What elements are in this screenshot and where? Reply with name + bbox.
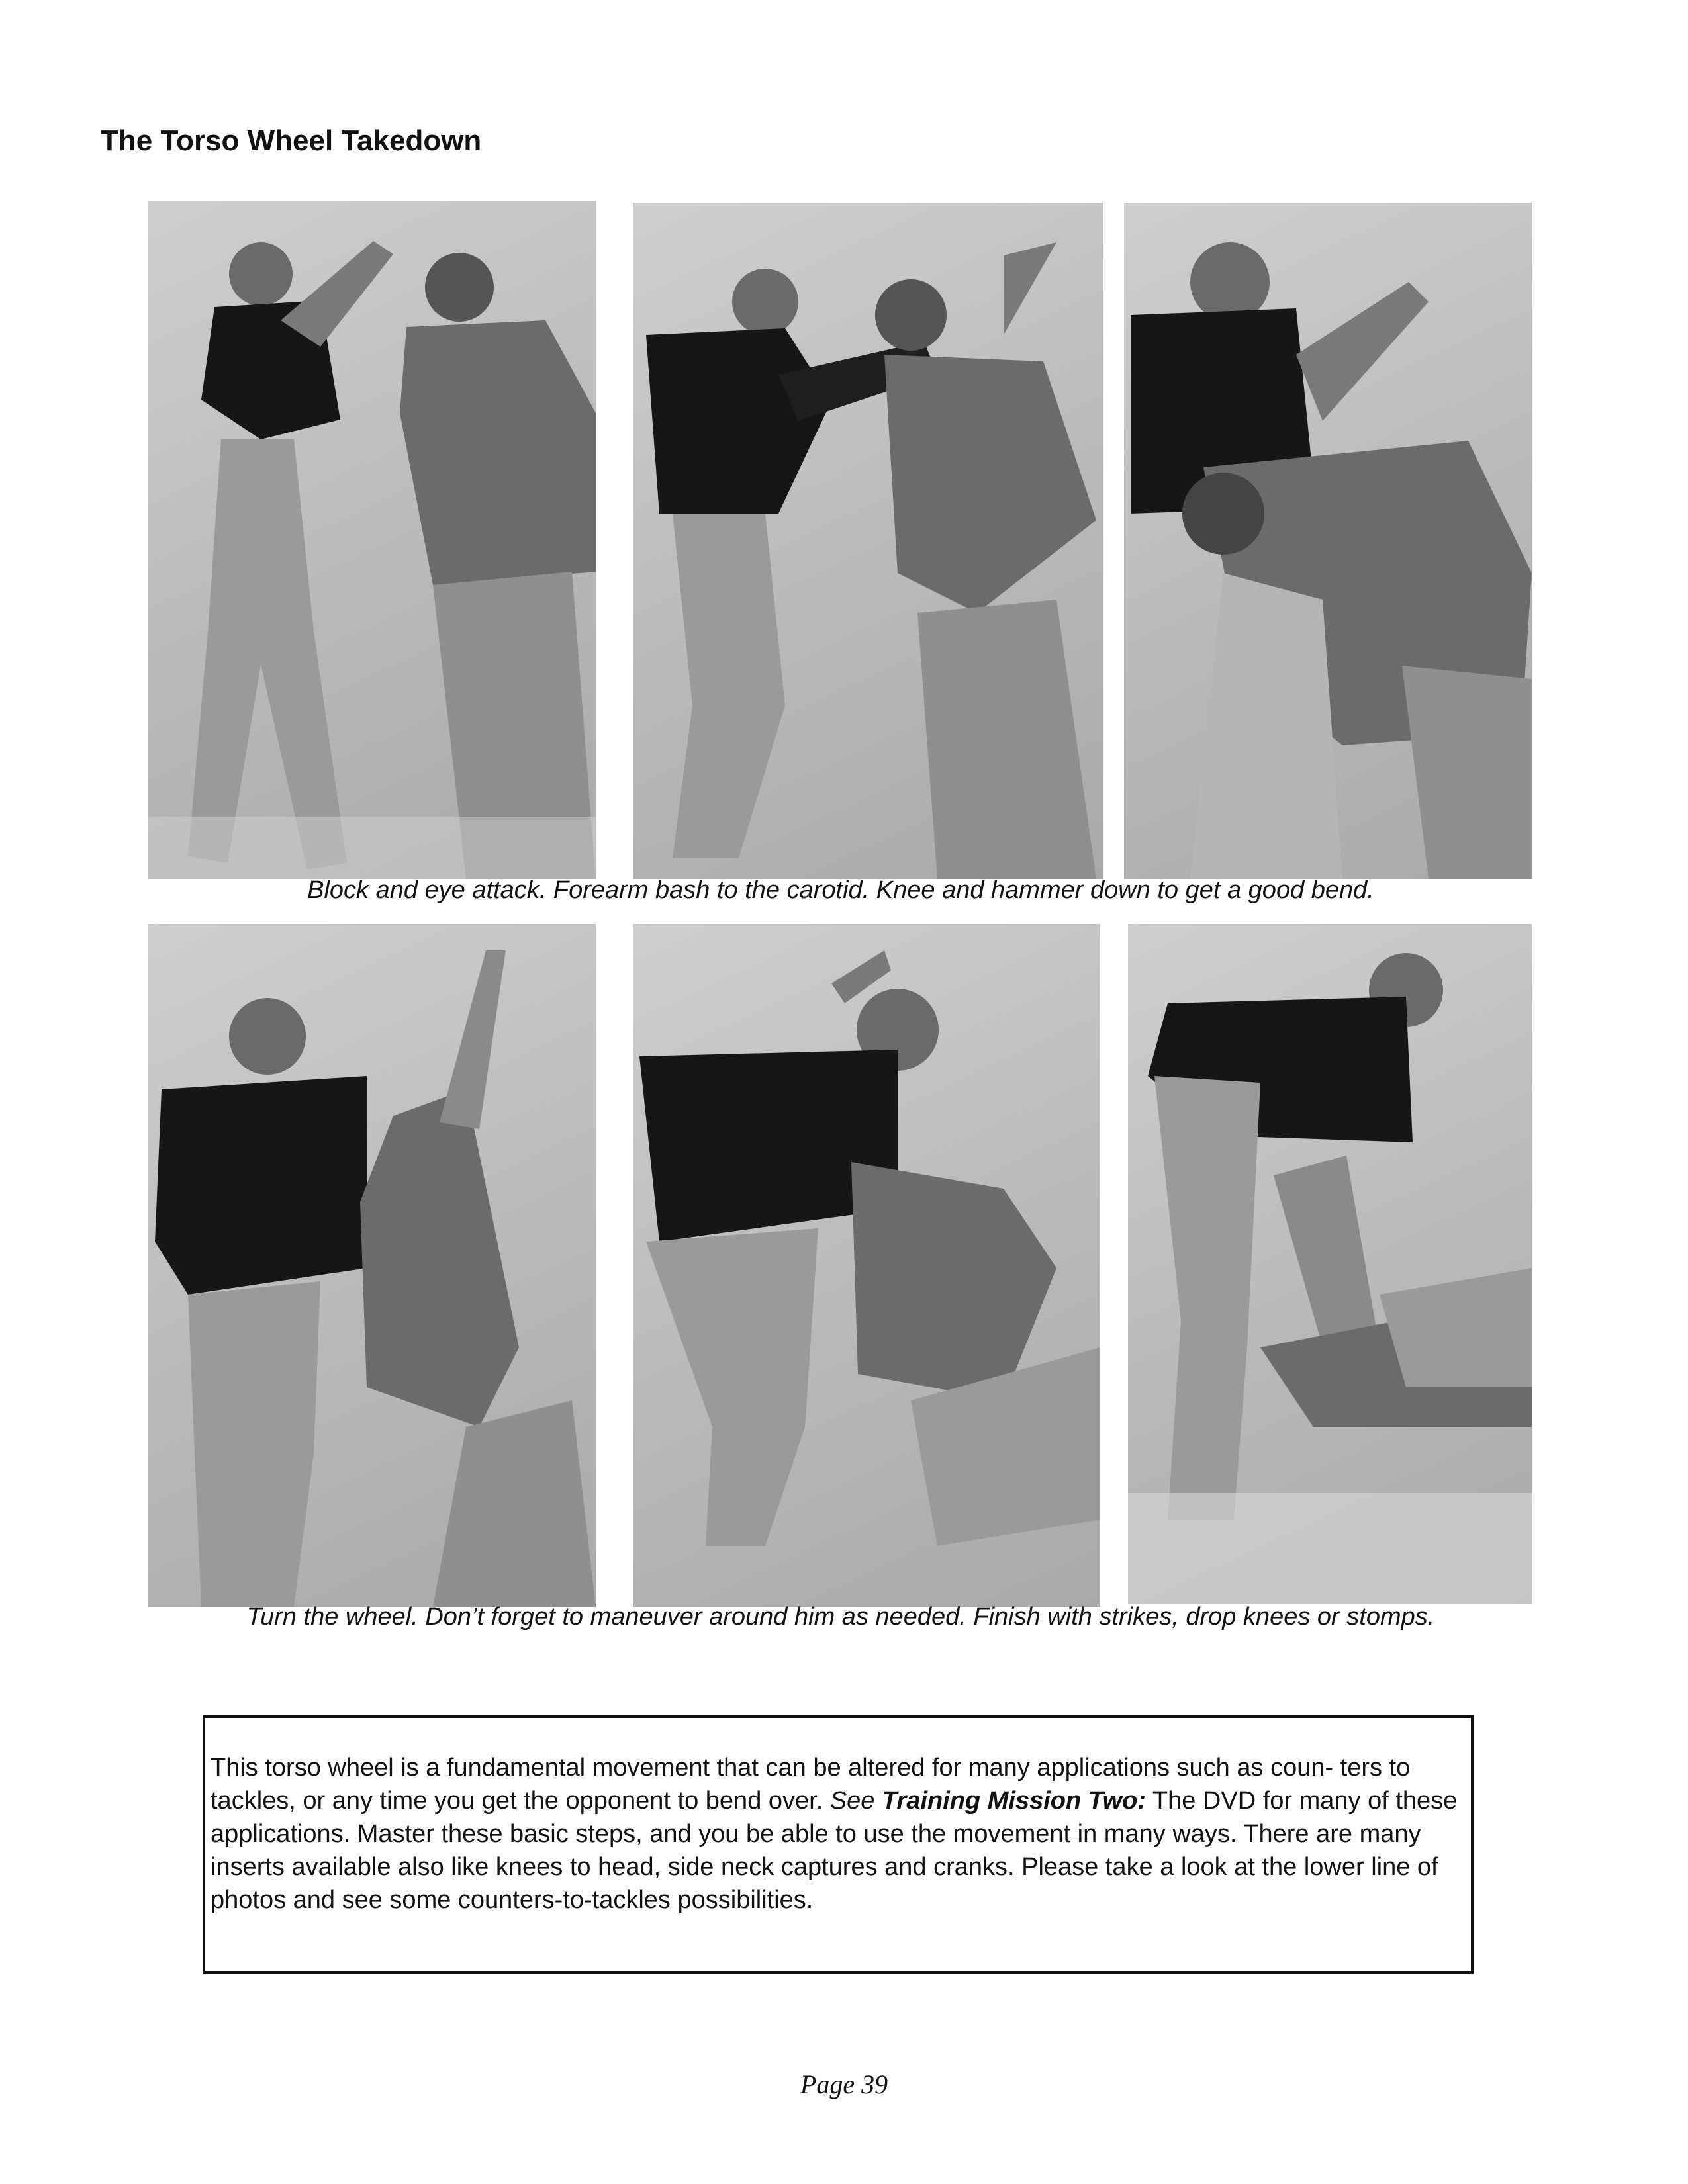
page-title: The Torso Wheel Takedown [101,124,482,157]
note-box [203,1715,1474,1974]
caption-top-row: Block and eye attack. Forearm bash to the carotid. Knee and hammer down to get a good bend. [307,876,1374,904]
photo-knee-hammer [1124,203,1532,879]
photo-maneuver-around [633,924,1100,1607]
note-paragraph [211,1751,1462,1917]
note-mission-reference: Training Mission Two: [882,1787,1147,1815]
photo-block-eye-attack [148,201,596,879]
photo-finish-strikes [1128,924,1532,1604]
note-text-start: This torso wheel is a fundamental movement that can be altered for many applications such as coun- ters to tackles, or any time you get the opponent to bend over. [211,1754,1411,1815]
page-number: Page 39 [800,2070,888,2099]
photo-turn-wheel [148,924,596,1607]
note-text-end: The DVD for many of these applications. Master these basic steps, and you be able to use the movement in many ways. There are many inserts available also like knees to head, side neck captures and cranks. Please take a look at the lower line of photos and see some counters-to-tackles possibilities. [211,1787,1458,1914]
note-see: See [829,1787,875,1815]
caption-bottom-row: Turn the wheel. Don’t forget to maneuver around him as needed. Finish with strikes, drop knees or stomps. [246,1603,1435,1631]
photo-forearm-bash [633,203,1103,879]
